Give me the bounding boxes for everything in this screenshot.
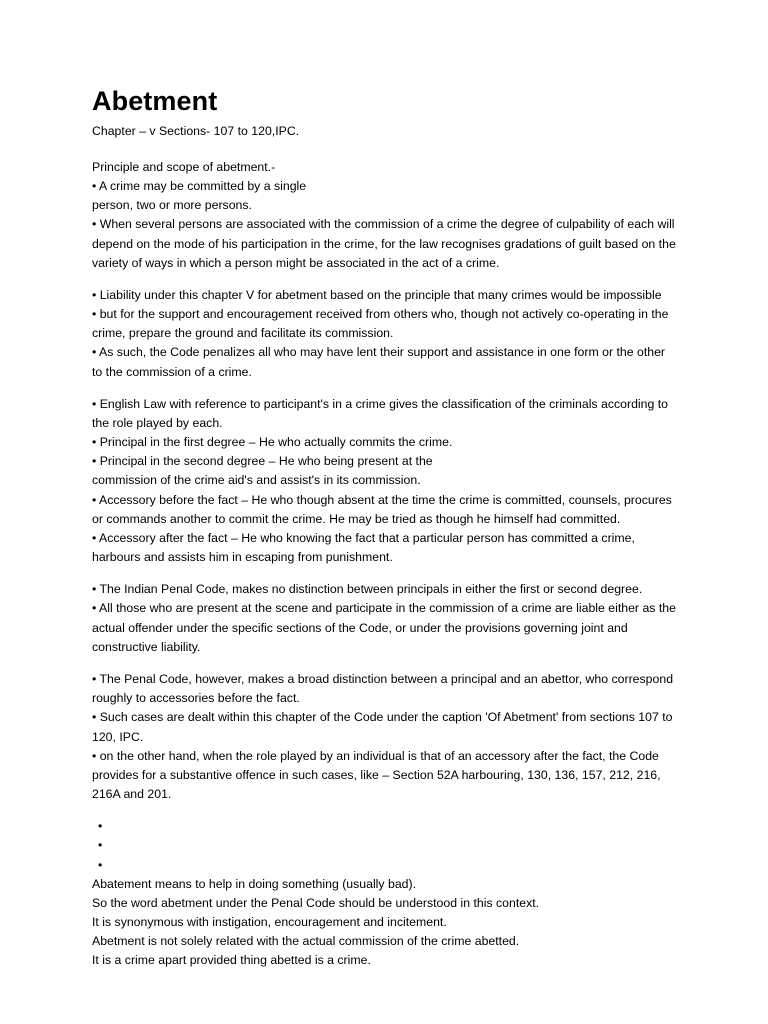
paragraph-line: Abatement means to help in doing something (usually bad). xyxy=(92,876,417,891)
paragraph-line: • Liability under this chapter V for abetment based on the principle that many crimes would be impossible xyxy=(92,287,662,302)
paragraph-line: • The Penal Code, however, makes a broad distinction between a principal and an abettor, who correspond roughly to accessories before the fact. xyxy=(92,672,674,706)
paragraph-line: • A crime may be committed by a single xyxy=(92,179,307,194)
paragraph-line: • Principal in the first degree – He who actually commits the crime. xyxy=(92,435,453,450)
paragraph-line: • The Indian Penal Code, makes no distinction between principals in either the first or second degree. xyxy=(92,582,643,597)
paragraph-line: • When several persons are associated with the commission of a crime the degree of culpability of each will depend on the mode of his participation in the crime, for the law recognises gradations of guilt based on the variety of ways in which a person might be associated in the act of a crime. xyxy=(92,217,676,270)
paragraph-line: It is a crime apart provided thing abetted is a crime. xyxy=(92,953,371,968)
bullet-marker: • xyxy=(98,838,103,853)
paragraph-line: • As such, the Code penalizes all who may have lent their support and assistance in one form or the other to the commission of a crime. xyxy=(92,345,666,379)
paragraph-line: • English Law with reference to participant's in a crime gives the classification of the criminals according to the role played by each. xyxy=(92,396,668,430)
spacer xyxy=(92,382,676,395)
paragraph-line: It is synonymous with instigation, encouragement and incitement. xyxy=(92,915,447,930)
section-closing xyxy=(92,875,676,971)
section-liability xyxy=(92,286,676,382)
section-heading-principle: Principle and scope of abetment.- xyxy=(92,159,276,174)
paragraph-line: • Accessory before the fact – He who though absent at the time the crime is committed, counsels, procures or commands another to commit the crime. He may be tried as though he himself had committed. xyxy=(92,492,672,526)
section-principle-scope xyxy=(92,158,676,273)
bullet-marker: • xyxy=(98,857,103,872)
spacer xyxy=(92,567,676,580)
section-english-law xyxy=(92,395,676,568)
section-penal-code-distinction xyxy=(92,670,676,804)
page-title: Abetment xyxy=(92,86,218,116)
bullet-marker: • xyxy=(98,819,103,834)
paragraph-line: So the word abetment under the Penal Code should be understood in this context. xyxy=(92,895,540,910)
paragraph-line: • on the other hand, when the role played by an individual is that of an accessory after the fact, the Code provides for a substantive offence in such cases, like – Section 52A harbouring, 130, 136, 157, 212, 216, 216A and 201. xyxy=(92,748,661,802)
paragraph-line: • Accessory after the fact – He who knowing the fact that a particular person has committed a crime, harbours and assists him in escaping from punishment. xyxy=(92,530,635,565)
paragraph-line: person, two or more persons. xyxy=(92,198,252,213)
paragraph-line: • All those who are present at the scene and participate in the commission of a crime are liable either as the actual offender under the specific sections of the Code, or under the provisions governing joint and constructive liability. xyxy=(92,601,676,654)
spacer xyxy=(92,273,676,286)
paragraph-line: commission of the crime aid's and assist's in its commission. xyxy=(92,473,421,488)
empty-bullet-list xyxy=(92,817,676,875)
paragraph-line: • but for the support and encouragement received from others who, though not actively co-operating in the crime, prepare the ground and facilitate its commission. xyxy=(92,307,669,341)
spacer xyxy=(92,657,676,670)
paragraph-line: • Such cases are dealt within this chapter of the Code under the caption 'Of Abetment' from sections 107 to 120, IPC. xyxy=(92,710,673,744)
section-indian-penal-code xyxy=(92,580,676,657)
spacer xyxy=(92,804,676,817)
paragraph-line: Abetment is not solely related with the actual commission of the crime abetted. xyxy=(92,934,520,949)
document-subtitle: Chapter – v Sections- 107 to 120,IPC. xyxy=(92,124,300,139)
paragraph-line: • Principal in the second degree – He who being present at the xyxy=(92,454,433,469)
